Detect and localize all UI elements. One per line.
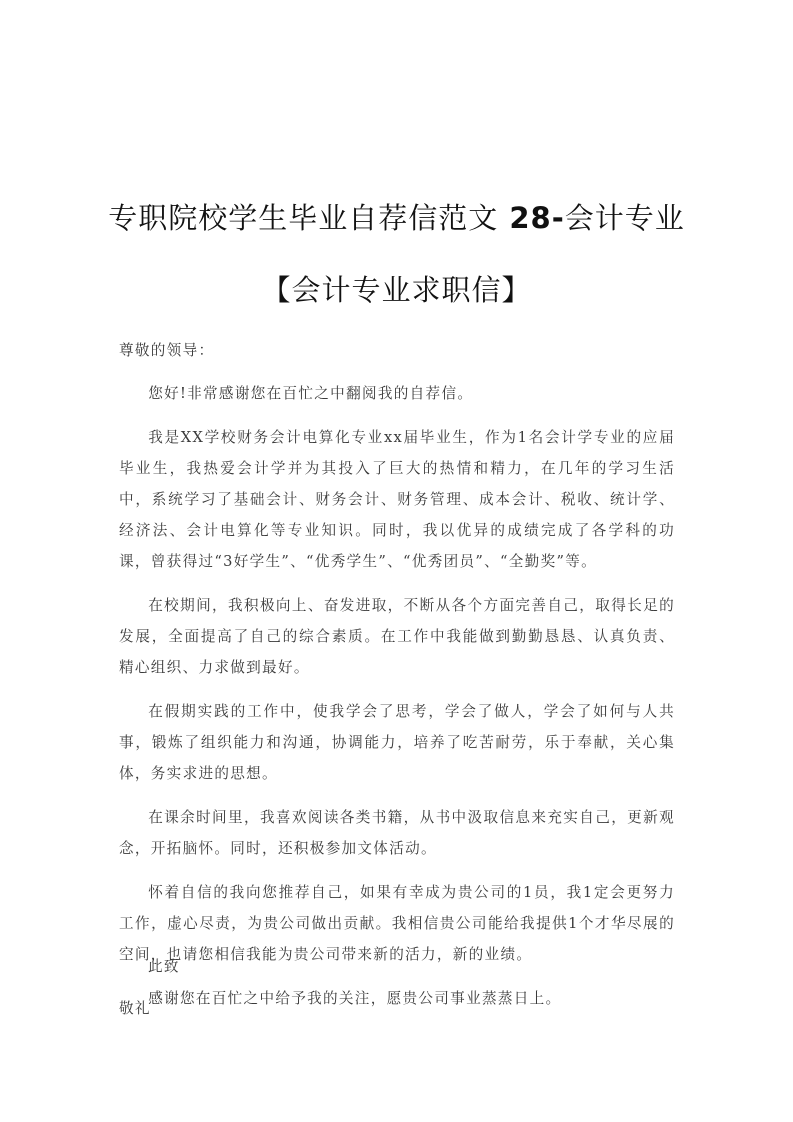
letter-body [119, 378, 675, 1014]
paragraph-introduction: 我是XX学校财务会计电算化专业xx届毕业生，作为1名会计学专业的应届毕业生，我热爱会计学并为其投入了巨大的热情和精力，在几年的学习生活中，系统学习了基础会计、财务会计、财务管理、成本会计、税收、统计学、经济法、会计电算化等专业知识。同时，我以优异的成绩完成了各学科的功课，曾获得过“3好学生”、“优秀学生”、“优秀团员”、“全勤奖”等。 [119, 429, 675, 570]
closing-salutation: 此致 [148, 958, 180, 975]
document-subtitle: 【会计专业求职信】 [261, 273, 532, 307]
paragraph-practice: 在假期实践的工作中，使我学会了思考，学会了做人，学会了如何与人共事，锻炼了组织能力和沟通，协调能力，培养了吃苦耐劳，乐于奉献，关心集体，务实求进的思想。 [119, 703, 675, 782]
greeting: 尊敬的领导： [119, 342, 215, 359]
paragraph-school-period: 在校期间，我积极向上、奋发进取，不断从各个方面完善自己，取得长足的发展，全面提高了自己的综合素质。在工作中我能做到勤勤恳恳、认真负责、精心组织、力求做到最好。 [119, 597, 675, 676]
paragraph-recommendation: 怀着自信的我向您推荐自己，如果有幸成为贵公司的1员，我1定会更努力工作，虚心尽责，为贵公司做出贡献。我相信贵公司能给我提供1个才华尽展的空间，也请您相信我能为贵公司带来新的活力，新的业绩。 [119, 884, 675, 963]
title-suffix: 会计专业 [564, 201, 685, 235]
paragraph-spare-time: 在课余时间里，我喜欢阅读各类书籍，从书中汲取信息来充实自己，更新观念，开拓脑怀。同时，还积极参加文体活动。 [119, 809, 675, 857]
title-number: 28- [498, 201, 565, 235]
paragraph-thanks: 感谢您在百忙之中给予我的关注，愿贵公司事业蒸蒸日上。 [148, 990, 562, 1007]
title-prefix: 专职院校学生毕业自荐信范文 [108, 201, 499, 235]
closing-regards: 敬礼 [119, 1000, 151, 1017]
document-title [0, 196, 793, 237]
paragraph-opening: 您好!非常感谢您在百忙之中翻阅我的自荐信。 [148, 385, 474, 402]
